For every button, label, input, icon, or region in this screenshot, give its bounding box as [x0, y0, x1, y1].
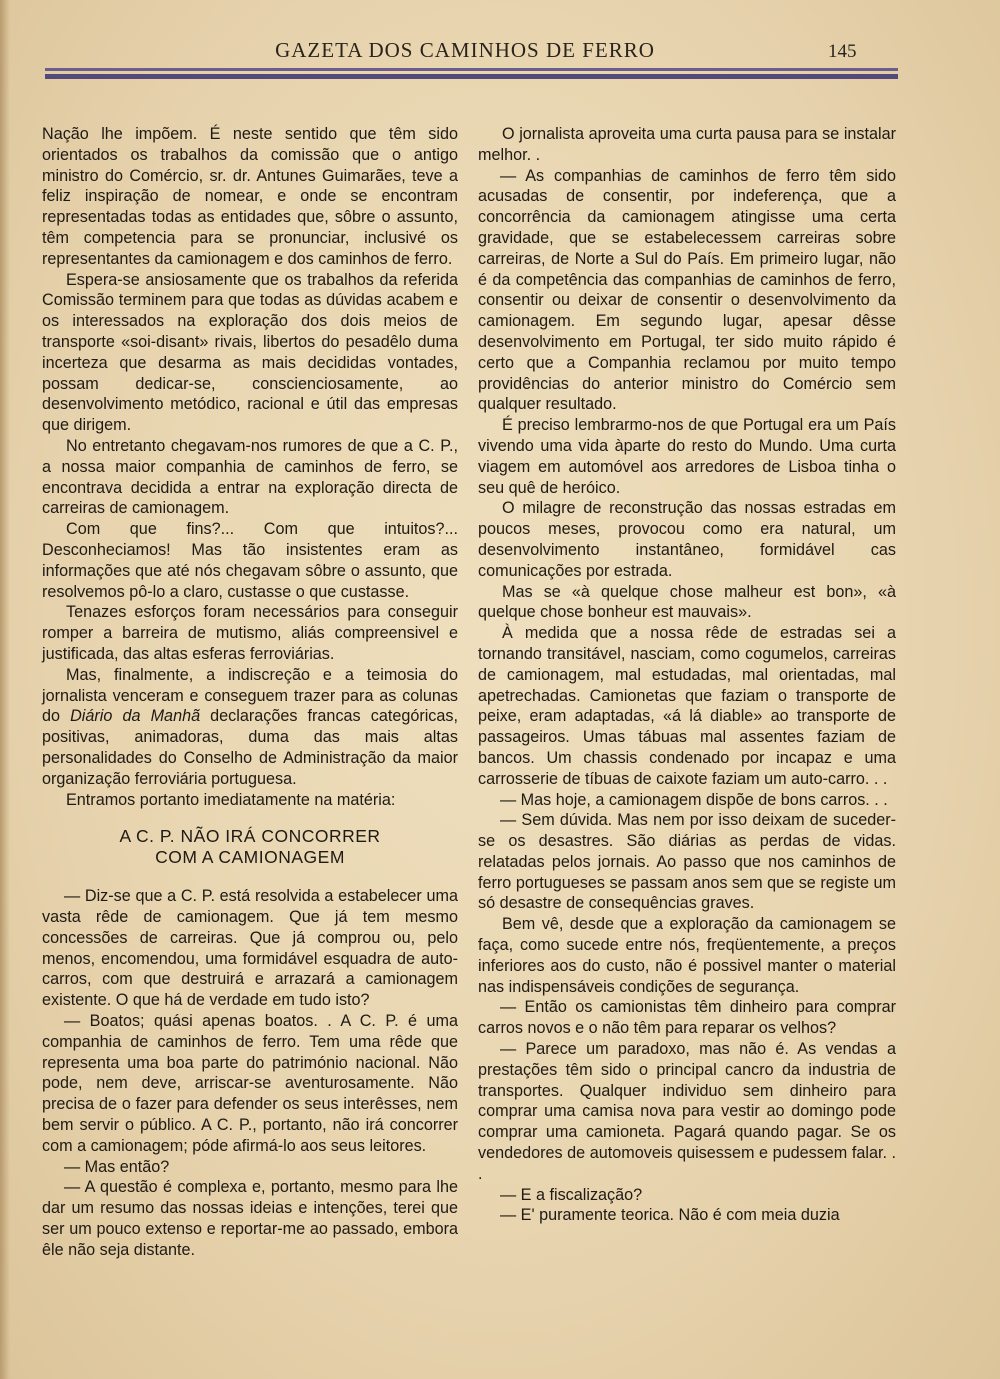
paragraph-text: declarações francas categóricas, positivas, animadoras, duma das mais altas personalidades do Conselho de Administração da maior organização ferroviária portuguesa.: [42, 707, 458, 788]
paragraph: — Mas hoje, a camionagem dispõe de bons carros. . .: [500, 790, 888, 809]
section-heading-line: COM A CAMIONAGEM: [155, 847, 345, 868]
paragraph: — Mas então?: [64, 1157, 170, 1176]
header-rule-thin: [45, 68, 898, 71]
paragraph: — E a fiscalização?: [500, 1185, 643, 1204]
section-heading-line: A C. P. NÃO IRÁ CONCORRER: [119, 826, 381, 847]
paragraph: Entramos portanto imediatamente na matéria:: [66, 790, 396, 809]
paragraph: — E' puramente teorica. Não é com meia duzia: [500, 1206, 840, 1225]
paragraph: — Parece um paradoxo, mas não é. As vendas a prestações têm sido o principal cancro da industria de transportes. Qualquer individuo sem dinheiro para comprar uma camisa nova para vestir ao domingo pode comprar uma camioneta. Pagará quando pagar. Se os vendedores de automoveis quisessem e pudessem falar. . .: [478, 1040, 896, 1183]
paragraph: Com que fins?... Com que intuitos?... Desconheciamos! Mas tão insistentes eram as informações que até nós chegavam sôbre o assunto, que resolvemos pô-lo a claro, custasse o que custasse.: [42, 520, 458, 601]
header-rule-thick: [45, 74, 898, 79]
paragraph: — As companhias de caminhos de ferro têm sido acusadas de consentir, por indeferença, que a concorrência da camionagem atingisse uma certa gravidade, que se estabelecessem carreiras sobre carreiras, de Norte a Sul do País. Em primeiro lugar, não é da competência das companhias de caminhos de ferro, consentir ou deixar de consentir o desenvolvimento da camionagem. Em segundo lugar, apesar dêsse desenvolvimento em Portugal, ter sido muito rápido é certo que a Companhia reclamou por muito tempo providências do anterior ministro do Comércio sem qualquer resultado.: [478, 166, 896, 414]
paragraph: [42, 665, 458, 790]
section-heading: [42, 826, 458, 868]
paragraph: — Diz-se que a C. P. está resolvida a estabelecer uma vasta rêde de camionagem. Que já tem mesmo concessões de carreiras. Que já comprou ou, pelo menos, encomendou, uma formidável esquadra de auto-carros, com que destruirá e arrazará a camionagem existente. O que há de verdade em tudo isto?: [42, 887, 458, 1010]
paragraph: À medida que a nossa rêde de estradas sei a tornando transitável, nasciam, como cogumelos, carreiras de camionagem, mal estudadas, mal orientadas, mal apetrechadas. Camionetas que faziam o transporte de peixe, eram adaptadas, «á lá diable» ao transporte de passageiros. Umas tábuas mal assentes faziam de bancos. Um chassis condenado por incapaz e uma carrosserie de tíbuas de caixote faziam um auto-carro. . .: [478, 624, 896, 788]
paragraph: No entretanto chegavam-nos rumores de que a C. P., a nossa maior companhia de caminhos de ferro, se encontrava decidida a entrar na exploração directa de carreiras de camionagem.: [42, 436, 458, 518]
paragraph: Nação lhe impõem. É neste sentido que têm sido orientados os trabalhos da comissão que o antigo ministro do Comércio, sr. dr. Antunes Guimarães, teve a feliz inspiração de nomear, e onde se encontram representadas todas as entidades que, sôbre o assunto, têm competencia para se pronunciar, inclusivé os representantes da camionagem e dos caminhos de ferro.: [42, 125, 458, 268]
left-column: [42, 124, 458, 1261]
paragraph: — A questão é complexa e, portanto, mesmo para lhe dar um resumo das nossas ideias e intenções, terei que ser um pouco extenso e reportar-me ao passado, embora êle não seja distante.: [42, 1178, 458, 1259]
newspaper-name: Diário da Manhã: [70, 707, 201, 726]
paragraph: É preciso lembrarmo-nos de que Portugal era um País vivendo uma vida àparte do resto do Mundo. Uma curta viagem em automóvel aos arredores de Lisboa tinha o seu quê de heróico.: [478, 416, 896, 497]
paragraph: — Boatos; quási apenas boatos. . A C. P. é uma companhia de caminhos de ferro. Tem uma rêde que representa uma boa parte do património nacional. Não pode, nem deve, arriscar-se aventurosamente. Não precisa de o fazer para defender os seus interêsses, nem bem servir o público. A C. P., portanto, não irá concorrer com a camionagem; póde afirmá-lo aos seus leitores.: [42, 1012, 458, 1155]
paragraph: Mas se «à quelque chose malheur est bon», «à quelque chose bonheur est mauvais».: [478, 582, 896, 622]
page-edge-shadow: [0, 0, 10, 1379]
paragraph: — Então os camionistas têm dinheiro para comprar carros novos e o não têm para reparar os velhos?: [478, 998, 896, 1038]
page-number: 145: [828, 41, 857, 62]
paragraph: Bem vê, desde que a exploração da camionagem se faça, como sucede entre nós, freqüentemente, a preços inferiores aos do custo, não é possivel manter o material nas indispensáveis condições de segurança.: [478, 915, 896, 996]
paragraph-text: Mas, finalmente, a indiscreção e a teimosia do jornalista venceram e conseguem trazer para as colunas do: [42, 665, 458, 726]
paragraph: — Sem dúvida. Mas nem por isso deixam de suceder-se os desastres. São diárias as perdas de vidas. relatadas pelos jornais. Ao passo que nos caminhos de ferro portugueses se passam anos sem que se registe um só desastre de consequências graves.: [478, 811, 896, 913]
paragraph: O jornalista aproveita uma curta pausa para se instalar melhor. .: [478, 125, 896, 164]
paragraph: O milagre de reconstrução das nossas estradas em poucos meses, provocou como era natural, um desenvolvimento instantâneo, formidável cas comunicações por estrada.: [478, 499, 896, 580]
page-header-title: GAZETA DOS CAMINHOS DE FERRO: [275, 38, 655, 62]
right-column: [478, 124, 896, 1226]
paragraph: Espera-se ansiosamente que os trabalhos da referida Comissão terminem para que todas as dúvidas acabem e os interessados na exploração dos dois meios de transporte «soi-disant» rivais, libertos do pesadêlo duma incerteza que desarma as mais decididas vontades, possam dedicar-se, conscienciosamente, ao desenvolvimento metódico, racional e útil das empresas que dirigem.: [42, 270, 458, 435]
paragraph: Tenazes esforços foram necessários para conseguir romper a barreira de mutismo, aliás compreensivel e justificada, das altas esferas ferroviárias.: [42, 603, 458, 663]
